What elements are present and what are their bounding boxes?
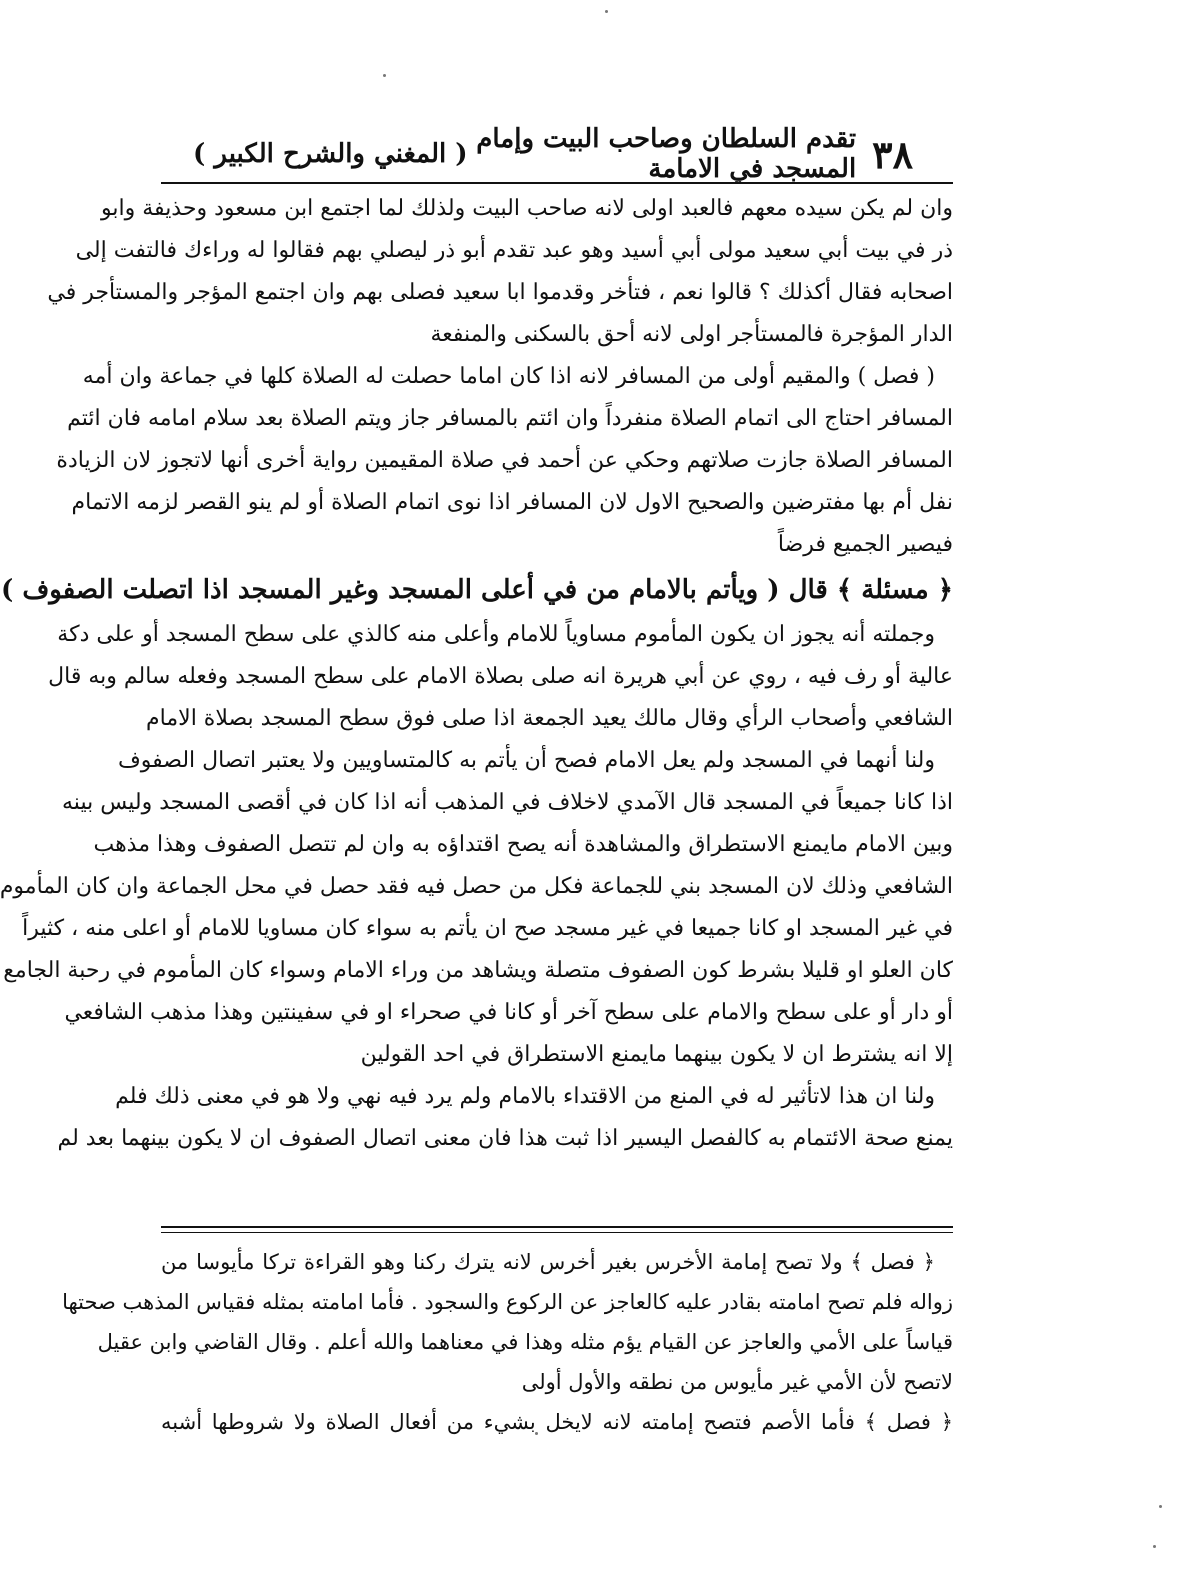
- paragraph-5: [57, 1076, 953, 1160]
- book-title: ( المغني والشرح الكبير ): [193, 139, 468, 169]
- footnote-1: [62, 1242, 953, 1402]
- text-line: الدار المؤجرة فالمستأجر اولى لانه أحق بالسكنى والمنفعة: [430, 322, 953, 347]
- footnote-2: [161, 1402, 953, 1442]
- paragraph-4: [0, 740, 953, 1076]
- main-text: [0, 188, 953, 1160]
- paragraph-2: [56, 356, 953, 566]
- text-line: يمنع صحة الائتمام به كالفصل اليسير اذا ثبت هذا فان معنى اتصال الصفوف ان لا يكون بينهما بعد لم: [57, 1126, 953, 1151]
- page-header: [193, 124, 913, 184]
- text-line: ولنا أنهما في المسجد ولم يعل الامام فصح أن يأتم به كالمتساويين ولا يعتبر اتصال الصفوف: [117, 748, 935, 773]
- text-line: ذر في بيت أبي سعيد مولى أبي أسيد وهو عبد تقدم أبو ذر ليصلي بهم فقالوا له وراءك فالتفت إلى: [75, 238, 953, 263]
- text-line: وان لم يكن سيده معهم فالعبد اولى لانه صاحب البيت ولذلك لما اجتمع ابن مسعود وحذيفة وابو: [101, 196, 953, 221]
- text-line: وجملته أنه يجوز ان يكون المأموم مساوياً للامام وأعلى منه كالذي على سطح المسجد أو على دكة: [57, 622, 935, 647]
- text-line: فيصير الجميع فرضاً: [777, 532, 953, 557]
- paragraph-1: [47, 188, 953, 356]
- text-line: كان العلو او قليلا بشرط كون الصفوف متصلة ويشاهد من وراء الامام وسواء كان المأموم في رحبة الجامع: [3, 958, 953, 983]
- scan-speck: [1159, 1505, 1162, 1508]
- text-line: في غير المسجد او كانا جميعا في غير مسجد صح ان يأتم به سواء كان مساويا للامام أو اعلى منه ، كثيراً: [22, 916, 953, 941]
- text-line: ( فصل ) والمقيم أولى من المسافر لانه اذا كان اماما حصلت له الصلاة كلها في جماعة وان أمه: [82, 364, 935, 389]
- text-line: المسافر احتاج الى اتمام الصلاة منفرداً وان ائتم بالمسافر جاز ويتم الصلاة بعد سلام امامه فان ائتم: [67, 406, 953, 431]
- text-line: الشافعي وذلك لان المسجد بني للجماعة فكل من حصل فيه فقد حصل في محل الجماعة وان كان المأموم: [0, 874, 953, 899]
- text-line: الشافعي وأصحاب الرأي وقال مالك يعيد الجمعة اذا صلى فوق سطح المسجد بصلاة الامام: [146, 706, 953, 731]
- text-line: ﴿ فصل ﴾ ولا تصح إمامة الأخرس بغير أخرس لانه يترك ركنا وهو القراءة تركا مأيوسا من: [161, 1250, 935, 1274]
- chapter-title: تقدم السلطان وصاحب البيت وإمام المسجد في الامامة: [476, 124, 857, 184]
- text-line: عالية أو رف فيه ، روي عن أبي هريرة انه صلى بصلاة الامام على سطح المسجد وفعله سالم وبه قال: [48, 664, 953, 689]
- text-line: لاتصح لأن الأمي غير مأيوس من نطقه والأول أولى: [521, 1370, 953, 1394]
- text-line: زواله فلم تصح امامته بقادر عليه كالعاجز عن الركوع والسجود . فأما امامته بمثله فقياس المذهب صحتها: [62, 1290, 953, 1314]
- scan-speck: [605, 10, 608, 13]
- section-heading: ﴿ مسئلة ﴾ قال ( ويأتم بالامام من في أعلى المسجد وغير المسجد اذا اتصلت الصفوف ): [0, 575, 953, 605]
- text-line: قياساً على الأمي والعاجز عن القيام يؤم مثله وهذا في معناهما والله أعلم . وقال القاضي وابن عقيل: [97, 1330, 953, 1354]
- text-line: المسافر الصلاة جازت صلاتهم وحكي عن أحمد في صلاة المقيمين رواية أخرى أنها لاتجوز لان الزيادة: [56, 448, 953, 473]
- page-number: ٣٨: [872, 131, 913, 177]
- footnote-rule-bottom: [161, 1232, 953, 1233]
- text-line: وبين الامام مايمنع الاستطراق والمشاهدة أنه يصح اقتداؤه به وان لم تتصل الصفوف وهذا مذهب: [93, 832, 953, 857]
- paragraph-3: [48, 614, 953, 740]
- text-line: أو دار أو على سطح والامام على سطح آخر أو كانا في صحراء او في سفينتين وهذا مذهب الشافعي: [64, 1000, 953, 1025]
- text-line: ﴿ فصل ﴾ فأما الأصم فتصح إمامته لانه لايخل بشيء من أفعال الصلاة ولا شروطها أشبه: [161, 1410, 953, 1434]
- scan-speck: [1153, 1545, 1156, 1548]
- text-line: ولنا ان هذا لاتأثير له في المنع من الاقتداء بالامام ولم يرد فيه نهي ولا هو في معنى ذلك فلم: [115, 1084, 935, 1109]
- text-line: اصحابه فقال أكذلك ؟ قالوا نعم ، فتأخر وقدموا ابا سعيد فصلى بهم وان اجتمع المؤجر والمستأجر في: [47, 280, 953, 305]
- scan-speck: [383, 74, 386, 77]
- text-line: نفل أم بها مفترضين والصحيح الاول لان المسافر اذا نوى اتمام الصلاة أو لم ينو القصر لزمه الاتمام: [71, 490, 953, 515]
- footnote-section: [62, 1242, 953, 1442]
- footnote-rule-top: [161, 1226, 953, 1228]
- text-line: اذا كانا جميعاً في المسجد قال الآمدي لاخلاف في المذهب أنه اذا كان في أقصى المسجد وليس بينه: [62, 790, 953, 815]
- header-rule: [161, 182, 953, 184]
- text-line: إلا انه يشترط ان لا يكون بينهما مايمنع الاستطراق في احد القولين: [360, 1042, 953, 1067]
